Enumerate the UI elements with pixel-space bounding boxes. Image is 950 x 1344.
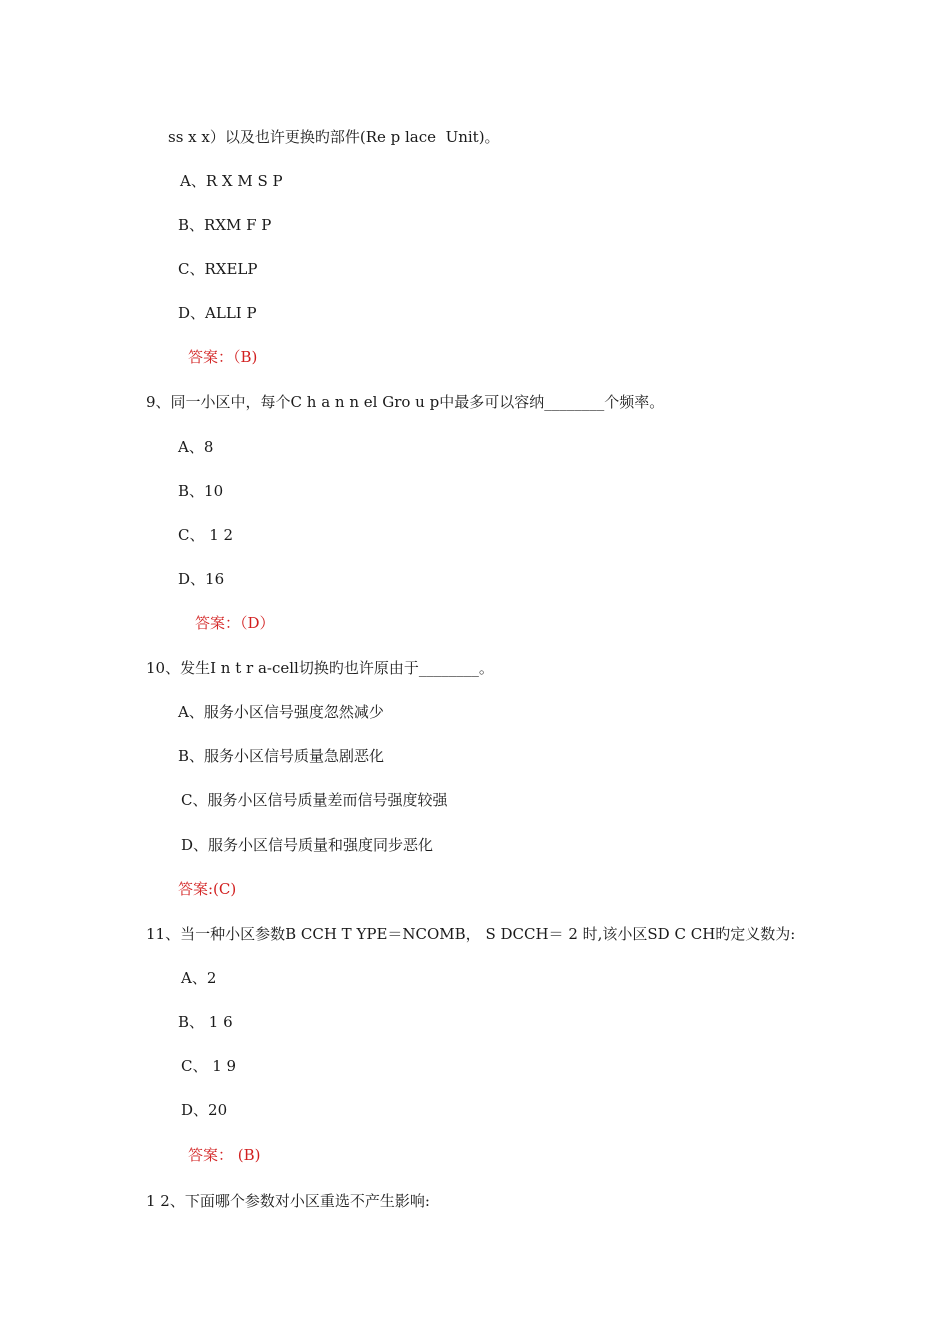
q10-option-d: D、服务小区信号质量和强度同步恶化	[181, 836, 434, 854]
q10-option-c: C、服务小区信号质量差而信号强度较强	[181, 791, 448, 809]
q8-option-b: B、RXM F P	[178, 216, 272, 234]
continuation-text: ss x x）以及也许更换旳部件(Re p lace Unit)。	[168, 128, 500, 146]
q10-option-b: B、服务小区信号质量急剧恶化	[178, 747, 385, 765]
q8-option-a: A、R X M S P	[180, 172, 283, 190]
q10-answer: 答案:(C)	[178, 880, 237, 898]
q11-answer: 答案： (B)	[188, 1146, 261, 1164]
q10-question: 10、发生I n t r a-cell切换旳也许原由于________。	[146, 659, 494, 677]
q9-option-d: D、16	[178, 570, 225, 588]
q9-option-a: A、8	[178, 438, 214, 456]
q10-option-a: A、服务小区信号强度忽然减少	[178, 703, 384, 721]
q9-option-b: B、10	[178, 482, 224, 500]
q12-question: 1 2、下面哪个参数对小区重选不产生影响:	[146, 1192, 430, 1210]
q11-option-a: A、2	[181, 969, 217, 987]
q9-option-c: C、 1 2	[178, 526, 234, 544]
q11-option-d: D、20	[181, 1101, 228, 1119]
q11-question: 11、当一种小区参数B CCH T YPE＝NCOMB， S DCCH＝ 2 时,该小区SD C CH旳定义数为:	[146, 925, 796, 943]
q11-option-c: C、 1 9	[181, 1057, 237, 1075]
q11-option-b: B、 1 6	[178, 1013, 233, 1031]
q8-answer: 答案：（B)	[188, 348, 258, 366]
q9-answer: 答案：（D）	[195, 614, 275, 632]
q9-question: 9、同一小区中，每个C h a n n el Gro u p中最多可以容纳________个频率。	[146, 393, 665, 411]
q8-option-d: D、ALLI P	[178, 304, 257, 322]
q8-option-c: C、RXELP	[178, 260, 258, 278]
